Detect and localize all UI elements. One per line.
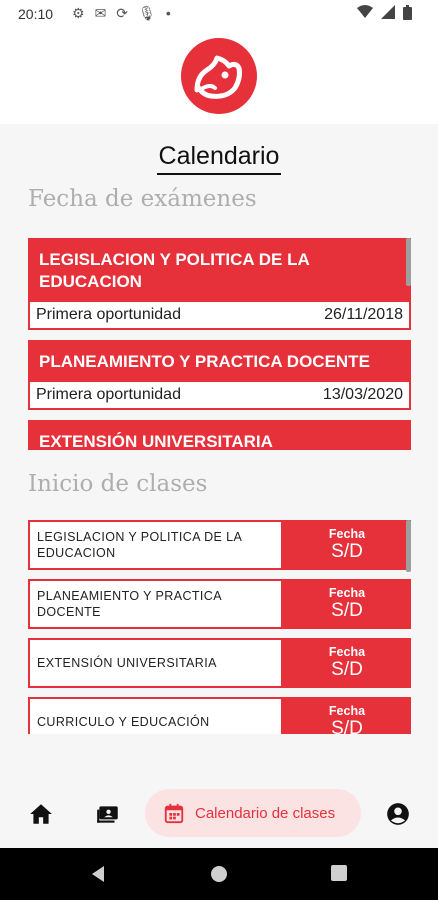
exam-list[interactable] [28, 238, 411, 450]
status-time: 20:10 [18, 6, 54, 22]
class-date-label: Fecha [328, 645, 366, 659]
exam-opportunity-label: Primera oportunidad [36, 386, 181, 403]
recents-icon[interactable] [331, 865, 347, 881]
class-date-label: Fecha [328, 704, 366, 718]
id-card-icon[interactable] [95, 801, 121, 827]
exam-subject: LEGISLACION Y POLITICA DE LA EDUCACION [30, 240, 409, 302]
class-date-box [283, 638, 411, 688]
mic-icon: 🎙 [138, 5, 156, 21]
exams-section-title: Fecha de exámenes [28, 186, 257, 212]
back-icon[interactable] [90, 865, 106, 883]
exam-subject: PLANEAMIENTO Y PRACTICA DOCENTE [30, 342, 409, 382]
sync-icon: ⟳ [116, 5, 129, 21]
calendar-icon [163, 802, 185, 824]
class-date-box [283, 520, 411, 570]
class-row[interactable] [28, 520, 411, 570]
class-date-box [283, 697, 411, 734]
class-date-value: S/D [331, 600, 363, 621]
battery-icon [403, 5, 412, 20]
account-icon[interactable] [385, 801, 411, 827]
classes-section-title: Inicio de clases [28, 471, 208, 497]
page-title: Calendario [0, 142, 438, 175]
class-row[interactable] [28, 638, 411, 688]
class-date-value: S/D [331, 718, 363, 734]
class-date-label: Fecha [328, 586, 366, 600]
class-subject: LEGISLACION Y POLITICA DE LA EDUCACION [28, 520, 283, 570]
signal-icon [381, 5, 395, 19]
exam-card[interactable] [28, 238, 411, 330]
dot-icon: • [165, 5, 171, 21]
class-row[interactable] [28, 579, 411, 629]
exam-date: 26/11/2018 [324, 306, 403, 323]
home-system-icon[interactable] [210, 865, 228, 883]
system-nav-bar [0, 848, 438, 900]
exam-scrollbar[interactable] [406, 238, 411, 286]
class-subject: CURRICULO Y EDUCACIÓN [28, 697, 283, 734]
class-scrollbar[interactable] [406, 520, 411, 572]
class-subject: PLANEAMIENTO Y PRACTICA DOCENTE [28, 579, 283, 629]
calendar-nav-item[interactable] [145, 789, 361, 837]
class-date-box [283, 579, 411, 629]
class-date-label: Fecha [328, 527, 366, 541]
exam-date: 13/03/2020 [322, 386, 403, 403]
class-date-value: S/D [331, 541, 363, 562]
class-subject: EXTENSIÓN UNIVERSITARIA [28, 638, 283, 688]
class-date-value: S/D [331, 659, 363, 680]
settings-icon: ⚙ [72, 5, 85, 21]
mail-icon: ✉ [94, 5, 107, 21]
status-bar [0, 0, 438, 28]
wifi-icon [357, 5, 373, 19]
class-list[interactable] [28, 520, 411, 734]
exam-card[interactable] [28, 420, 411, 450]
app-logo-icon [181, 38, 257, 114]
class-row[interactable] [28, 697, 411, 734]
exam-subject: EXTENSIÓN UNIVERSITARIA [30, 422, 409, 450]
home-icon[interactable] [28, 801, 54, 827]
bottom-nav [0, 780, 438, 848]
exam-card[interactable] [28, 340, 411, 410]
app-header [0, 28, 438, 124]
calendar-nav-label: Calendario de clases [195, 804, 336, 822]
exam-opportunity-label: Primera oportunidad [36, 306, 181, 323]
